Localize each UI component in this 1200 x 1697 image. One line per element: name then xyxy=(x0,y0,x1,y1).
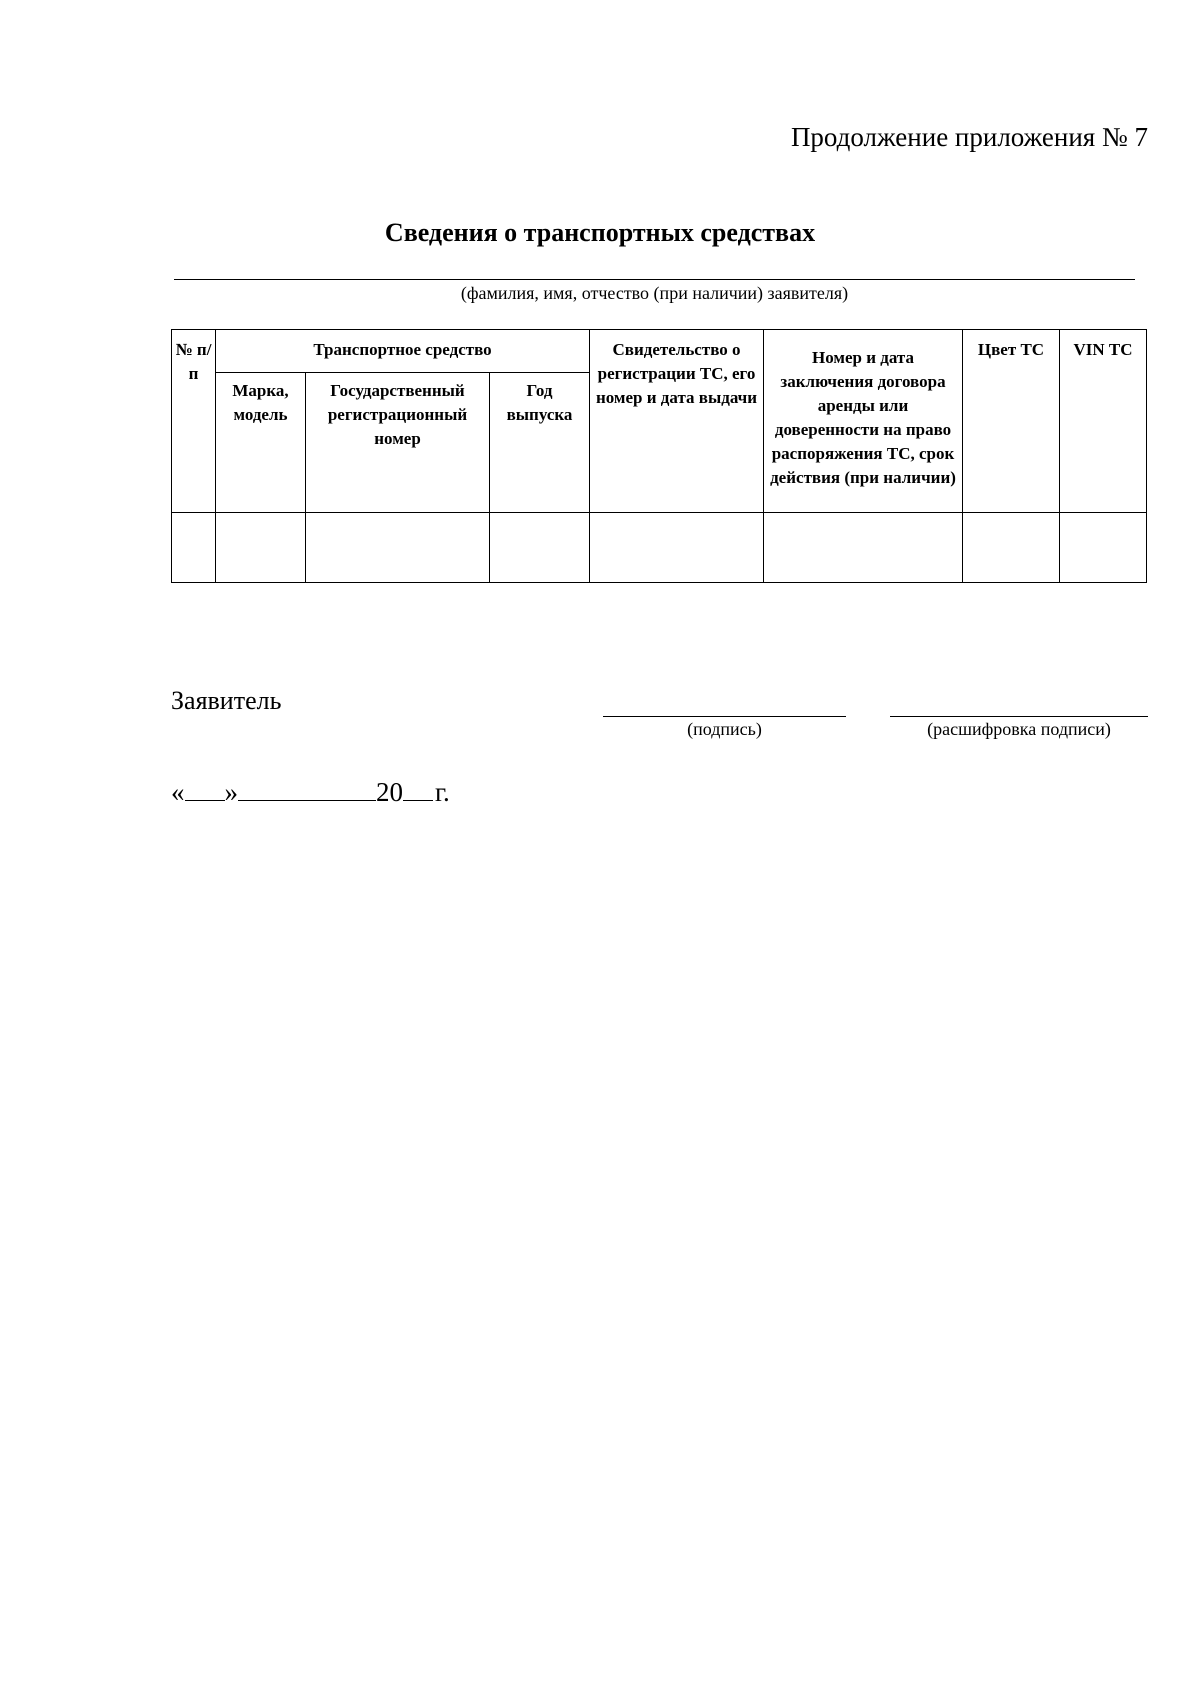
table-cell[interactable] xyxy=(216,513,306,583)
signature-caption: (подпись) xyxy=(687,719,762,739)
header-brand: Марка, модель xyxy=(216,373,306,513)
date-month-blank[interactable] xyxy=(238,774,376,801)
date-open-quote: « xyxy=(171,777,185,807)
header-num: № п/п xyxy=(172,330,216,513)
header-color: Цвет ТС xyxy=(963,330,1060,513)
header-vin: VIN ТС xyxy=(1060,330,1147,513)
header-year: Год выпуска xyxy=(490,373,590,513)
date-year-suffix: г. xyxy=(435,777,450,807)
table-cell[interactable] xyxy=(306,513,490,583)
table-cell[interactable] xyxy=(963,513,1060,583)
date-year-blank[interactable] xyxy=(403,774,433,801)
signature-decode-caption: (расшифровка подписи) xyxy=(927,719,1111,739)
date-day-blank[interactable] xyxy=(185,774,225,801)
table-cell[interactable] xyxy=(764,513,963,583)
applicant-name-line xyxy=(174,279,1135,280)
date-line xyxy=(171,774,450,808)
table-cell[interactable] xyxy=(590,513,764,583)
table-row xyxy=(172,513,1147,583)
header-reg-number: Государственный регистрационный номер xyxy=(306,373,490,513)
header-certificate: Свидетельство о регистрации ТС, его номер и дата выдачи xyxy=(590,330,764,513)
applicant-label: Заявитель xyxy=(171,686,282,715)
header-vehicle-group: Транспортное средство xyxy=(216,330,590,373)
applicant-name-caption: (фамилия, имя, отчество (при наличии) заявителя) xyxy=(460,283,849,303)
table-cell[interactable] xyxy=(172,513,216,583)
signature-line[interactable] xyxy=(603,716,846,717)
date-year-prefix: 20 xyxy=(376,777,403,807)
table-cell[interactable] xyxy=(490,513,590,583)
date-close-quote: » xyxy=(224,777,238,807)
document-title: Сведения о транспортных средствах xyxy=(384,218,816,247)
appendix-label: Продолжение приложения № 7 xyxy=(790,122,1148,152)
vehicles-table xyxy=(171,329,1147,583)
header-contract: Номер и дата заключения договора аренды или доверенности на право распоряжения ТС, срок действия (при наличии) xyxy=(764,330,963,513)
table-cell[interactable] xyxy=(1060,513,1147,583)
signature-decode-line[interactable] xyxy=(890,716,1148,717)
